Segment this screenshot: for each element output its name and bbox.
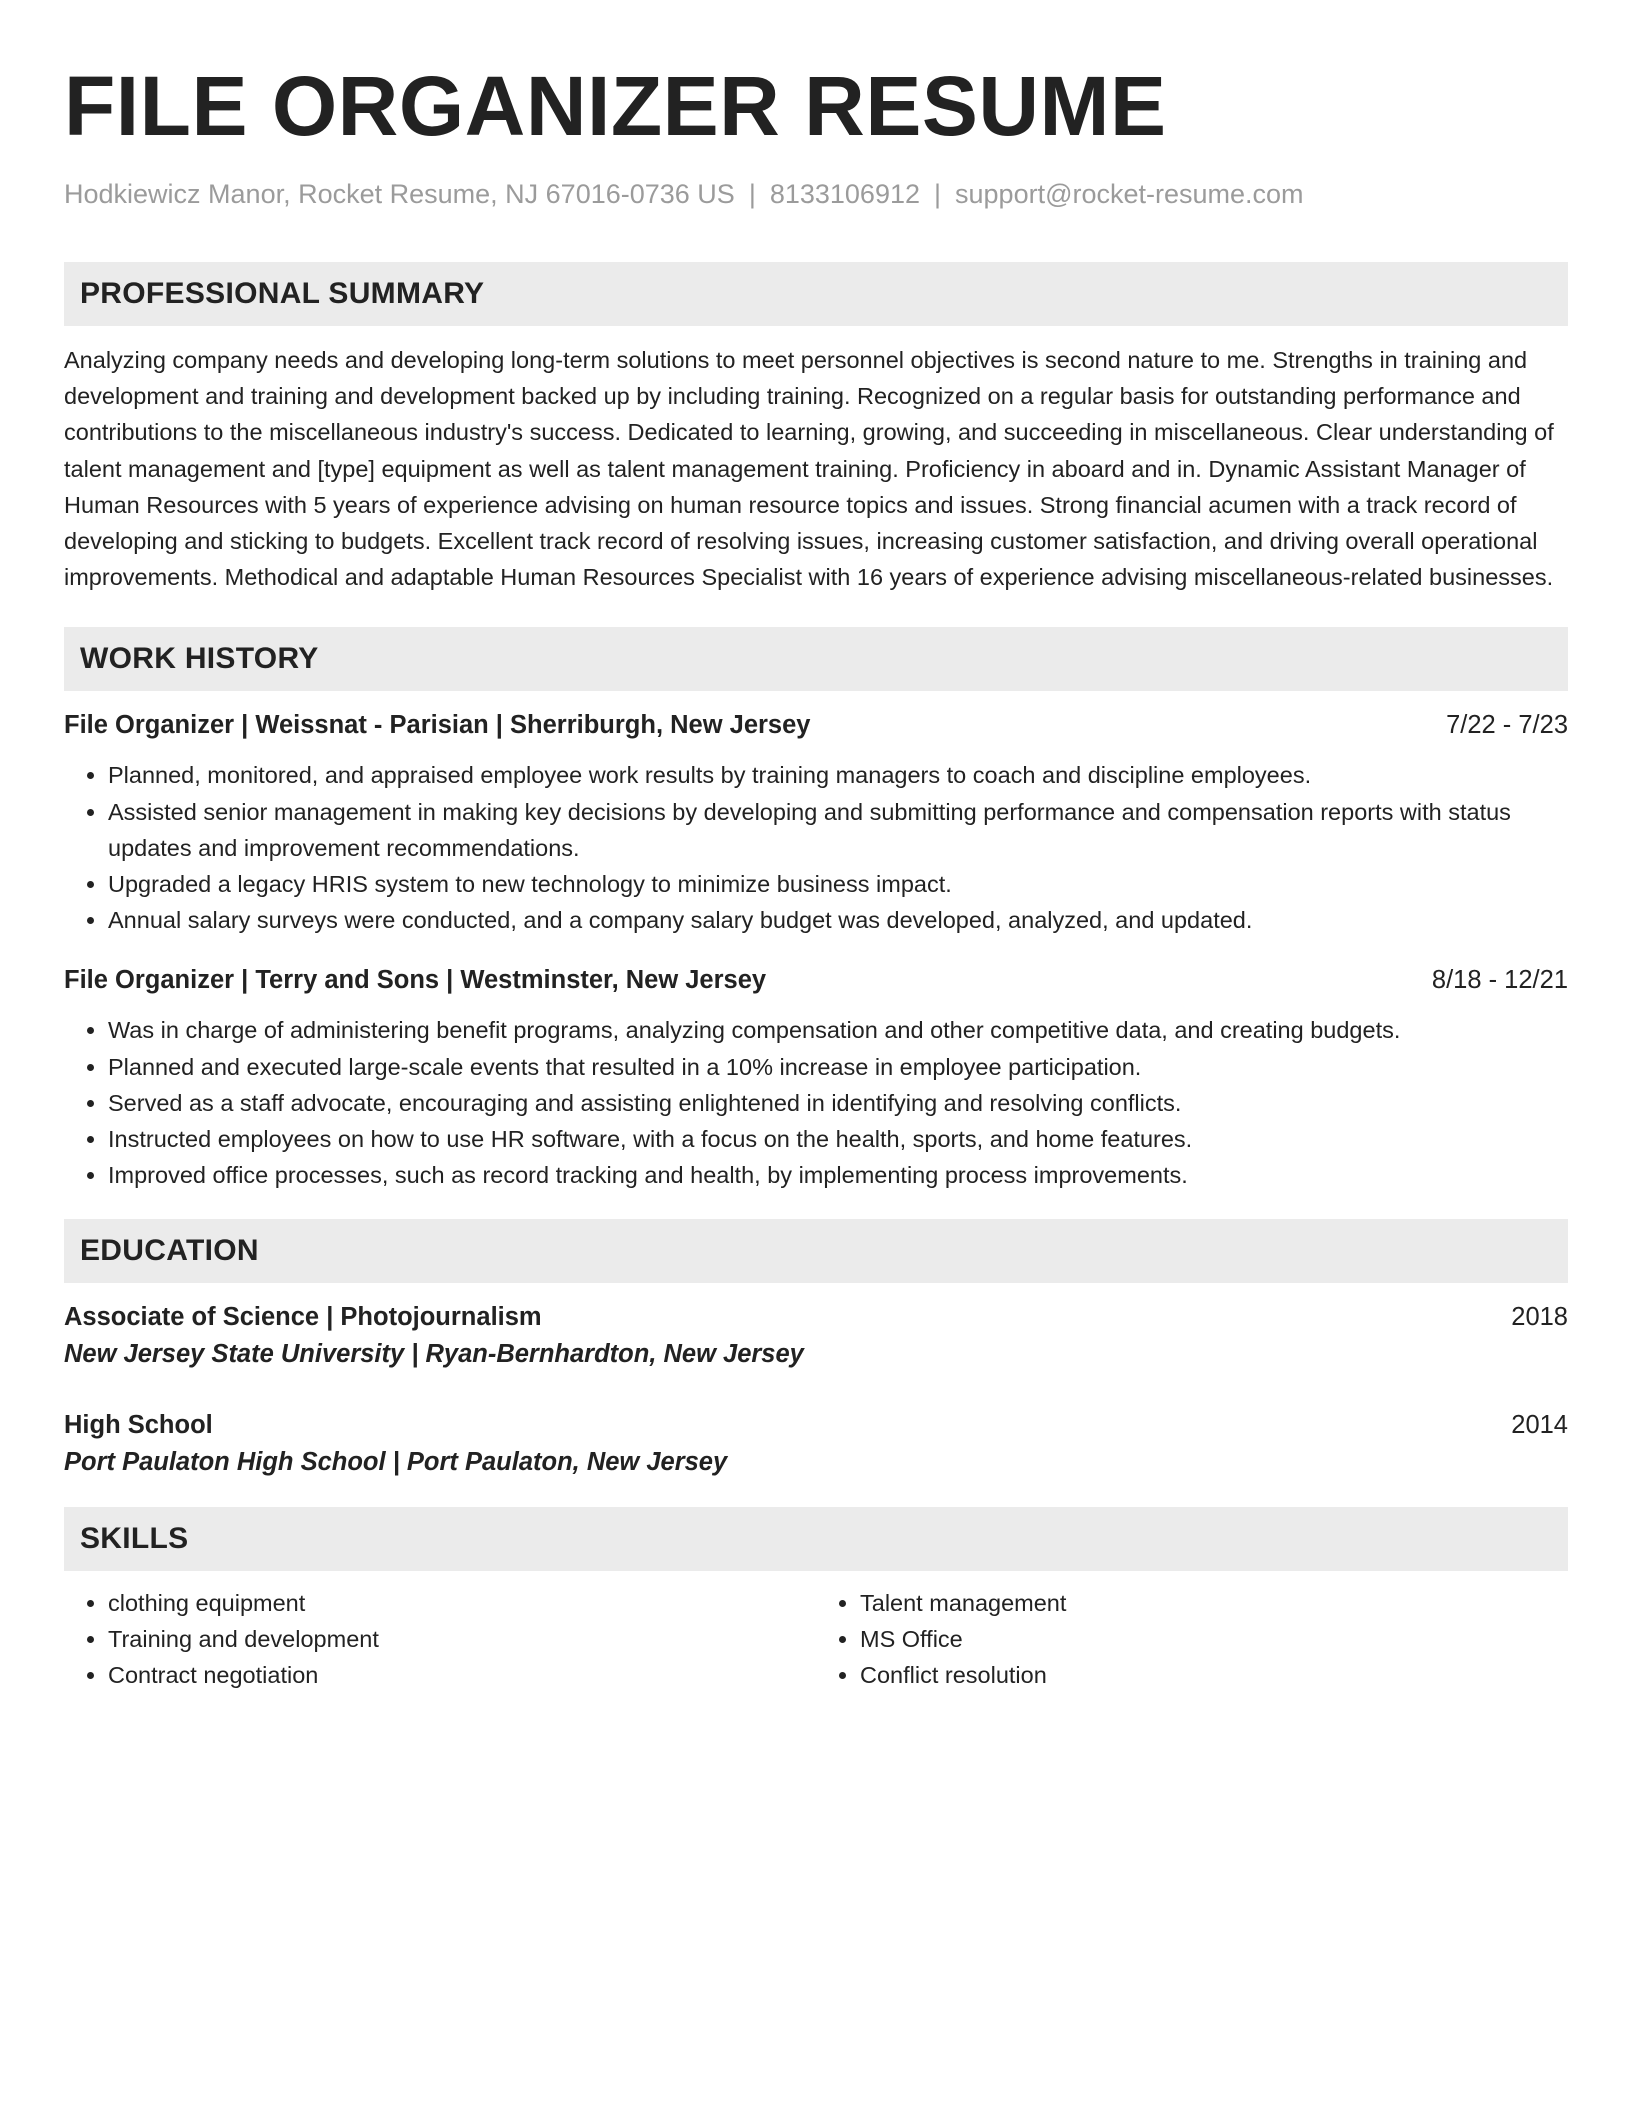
job-bullet: • Served as a staff advocate, encouraging and assisting enlightened in identifying and resolving conflicts. [108, 1085, 1568, 1121]
job-bullet: • Planned and executed large-scale events that resulted in a 10% increase in employee participation. [108, 1049, 1568, 1085]
education-school: New Jersey State University | Ryan-Bernhardton, New Jersey [64, 1340, 804, 1369]
job-bullet: • Upgraded a legacy HRIS system to new technology to minimize business impact. [108, 866, 1568, 902]
contact-email: support@rocket-resume.com [955, 179, 1304, 209]
education-year: 2018 [1511, 1303, 1568, 1332]
skills-column [64, 1585, 816, 1693]
skill-item: • Contract negotiation [108, 1657, 816, 1693]
contact-separator: | [748, 179, 756, 209]
job-dates: 8/18 - 12/21 [1431, 966, 1568, 995]
contact-separator: | [934, 179, 942, 209]
job-bullet: • Annual salary surveys were conducted, and a company salary budget was developed, analyzed, and updated. [108, 902, 1568, 938]
skill-item: • Conflict resolution [860, 1657, 1568, 1693]
skill-item: • MS Office [860, 1621, 1568, 1657]
section-header-education: EDUCATION [64, 1219, 1568, 1283]
skills-column [816, 1585, 1568, 1693]
education-degree: Associate of Science | Photojournalism [64, 1303, 542, 1332]
job-dates: 7/22 - 7/23 [1446, 711, 1568, 740]
skill-item: • clothing equipment [108, 1585, 816, 1621]
summary-text: Analyzing company needs and developing long-term solutions to meet personnel objectives is second nature to me. Strengths in training and development and training and development backed up by including training. Recognized on a regular basis for outstanding performance and contributions to the miscellaneous industry's success. Dedicated to learning, growing, and succeeding in miscellaneous. Clear understanding of talent management and [type] equipment as well as talent management training. Proficiency in aboard and in. Dynamic Assistant Manager of Human Resources with 5 years of experience advising on human resource topics and issues. Strong financial acumen with a track record of developing and sticking to budgets. Excellent track record of resolving issues, increasing customer satisfaction, and driving overall operational improvements. Methodical and adaptable Human Resources Specialist with 16 years of experience advising miscellaneous-related businesses. [64, 347, 1554, 591]
skills-grid [64, 1585, 1568, 1693]
job-bullet: • Assisted senior management in making key decisions by developing and submitting performance and compensation reports with status updates and improvement recommendations. [108, 794, 1568, 866]
job-bullet: • Was in charge of administering benefit programs, analyzing compensation and other competitive data, and creating budgets. [108, 1012, 1568, 1048]
section-header-summary: PROFESSIONAL SUMMARY [64, 262, 1568, 326]
job-title: File Organizer | Weissnat - Parisian | Sherriburgh, New Jersey [64, 711, 811, 740]
job-title: File Organizer | Terry and Sons | Westminster, New Jersey [64, 966, 767, 995]
education-degree: High School [64, 1411, 213, 1440]
job-heading-row [64, 962, 1568, 998]
education-heading-row [64, 1407, 1568, 1443]
job-bullet-list [64, 757, 1568, 938]
education-year: 2014 [1511, 1411, 1568, 1440]
education-school: Port Paulaton High School | Port Paulaton, New Jersey [64, 1448, 728, 1477]
job-bullet: • Improved office processes, such as record tracking and health, by implementing process improvements. [108, 1157, 1568, 1193]
section-header-skills: SKILLS [64, 1507, 1568, 1571]
contact-line [64, 176, 1568, 212]
skill-item: • Talent management [860, 1585, 1568, 1621]
skill-item: • Training and development [108, 1621, 816, 1657]
section-header-work-history: WORK HISTORY [64, 627, 1568, 691]
contact-address: Hodkiewicz Manor, Rocket Resume, NJ 67016-0736 US [64, 179, 735, 209]
job-bullet: • Planned, monitored, and appraised employee work results by training managers to coach and discipline employees. [108, 757, 1568, 793]
resume-title: FILE ORGANIZER RESUME [64, 59, 1167, 153]
job-bullet: • Instructed employees on how to use HR software, with a focus on the health, sports, and home features. [108, 1121, 1568, 1157]
job-bullet-list [64, 1012, 1568, 1193]
job-heading-row [64, 707, 1568, 743]
contact-phone: 8133106912 [769, 179, 920, 209]
education-heading-row [64, 1299, 1568, 1335]
